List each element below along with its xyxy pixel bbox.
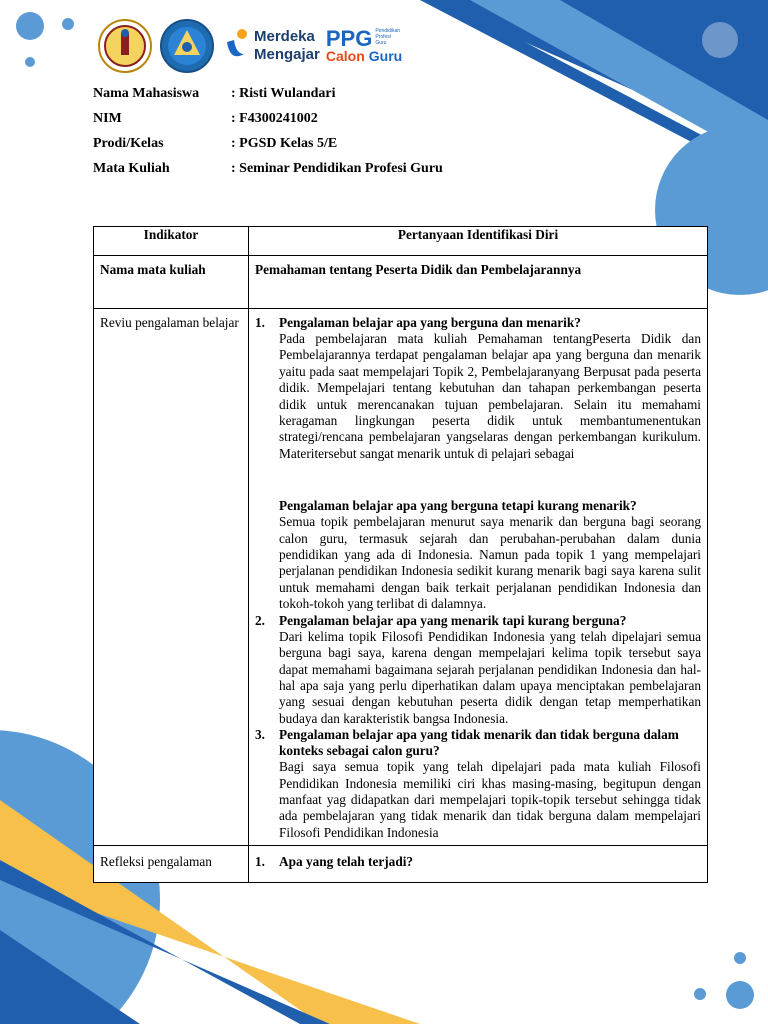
question-title: Pengalaman belajar apa yang tidak menarik dan tidak berguna dalam konteks sebagai calon guru? [279, 727, 679, 759]
info-label: Prodi/Kelas [93, 136, 164, 151]
merdeka-mengajar-brand [224, 26, 402, 66]
info-value: : F4300241002 [231, 111, 318, 126]
question-item [255, 315, 701, 462]
table-header-row [94, 227, 708, 256]
info-label: Nama Mahasiswa [93, 86, 200, 101]
self-identification-table [93, 226, 708, 883]
info-row [93, 111, 443, 136]
calon-text: Calon [325, 48, 365, 64]
ppg-small-3: Guru [375, 40, 387, 46]
guru-text: Guru [368, 48, 403, 64]
question-number: 2. [255, 612, 265, 628]
ministry-education-seal-icon [160, 19, 214, 73]
student-info [93, 86, 443, 186]
merdeka-mengajar-logo-icon [224, 28, 250, 64]
reflection-content [249, 846, 708, 883]
header-logos [98, 18, 402, 74]
info-value: : Risti Wulandari [231, 86, 336, 101]
info-label: Mata Kuliah [93, 161, 170, 176]
brand-line2: Mengajar [254, 46, 320, 63]
review-content [249, 309, 708, 846]
table-row [94, 309, 708, 846]
question-number [255, 498, 279, 612]
question-item [255, 613, 701, 727]
info-row [93, 161, 443, 186]
reflection-number: 1. [255, 854, 265, 870]
question-title: Pengalaman belajar apa yang berguna tetapi kurang menarik? [279, 498, 637, 514]
question-title: Pengalaman belajar apa yang berguna dan menarik? [279, 315, 581, 330]
info-value: : Seminar Pendidikan Profesi Guru [231, 161, 443, 176]
question-item [255, 498, 701, 612]
brand-line1: Merdeka [254, 28, 315, 45]
ppg-small-1: Pendidikan [375, 28, 401, 34]
question-number: 3. [255, 727, 265, 743]
info-row [93, 136, 443, 161]
course-name: Pemahaman tentang Peserta Didik dan Pembelajarannya [249, 256, 708, 309]
info-label: NIM [93, 111, 122, 126]
question-answer: Bagi saya semua topik yang telah dipelajari pada mata kuliah Filosofi Pendidikan Indonesia memiliki ciri khas masing-masing, begitupun dengan manfaat yag didapatkan dari mempelajari topik-topik tersebut sehingga tidak ada pembelajaran yang tidak menarik dan tidak berguna dalam mempelajari Filosofi Pendidikan Indonesia [279, 759, 701, 840]
question-number: 1. [255, 315, 265, 330]
reflection-label: Refleksi pengalaman [94, 846, 249, 883]
university-seal-icon [98, 19, 152, 73]
ppg-small-2: Profesi [375, 34, 391, 40]
question-answer: Semua topik pembelajaran menurut saya menarik dan berguna bagi seorang calon guru, termasuk sejarah dan perubahan-perubahan dalam dunia pendidikan yang ada di Indonesia. Namun pada topik 1 yang mempelajari perjalanan pendidikan Indonesia sedikit kurang menarik bagi saya karena sulit untuk memahami dengan baik terkait perjalanan pendidikan Indonesia dan tokoh-tokoh yang terlibat di dalamnya. [279, 514, 701, 612]
header-indikator: Indikator [94, 227, 249, 256]
info-row [93, 86, 443, 111]
course-label: Nama mata kuliah [94, 256, 249, 309]
question-item [255, 727, 701, 841]
review-label: Reviu pengalaman belajar [94, 309, 249, 846]
info-value: : PGSD Kelas 5/E [231, 136, 338, 151]
reflection-question: Apa yang telah terjadi? [279, 854, 414, 870]
table-row [94, 256, 708, 309]
table-row [94, 846, 708, 883]
question-title: Pengalaman belajar apa yang menarik tapi kurang berguna? [279, 612, 627, 628]
ppg-logo-text: PPG [325, 26, 373, 51]
header-pertanyaan: Pertanyaan Identifikasi Diri [249, 227, 708, 256]
question-answer: Dari kelima topik Filosofi Pendidikan Indonesia yang telah dipelajari semua berguna bagi saya, karena dengan mempelajari kelima topik tersebut saya dapat memahami bagaimana sejarah perjalanan pendidikan Indonesia dan hal-hal apa saja yang perlu diperhatikan dalam upaya menciptakan pembelajaran yang sesuai dengan kebutuhan peserta didik dengan tetap memperhatikan budaya dan karakteristik bangsa Indonesia. [279, 628, 701, 726]
question-answer: Pada pembelajaran mata kuliah Pemahaman tentangPeserta Didik dan Pembelajarannya terdapat pengalaman belajar apa yang berguna dan menarik yaitu pada saat mempelajari Topik 2, Pembelajaranyang Berpusat pada peserta didik. Mempelajari tentang kebutuhan dan tahapan perkembangan peserta didik untuk merencanakan tujuan pembelajaran. Selain itu memahami keragaman lingkungan peserta didik untuk membantumenentukan strategi/rencana pembelajaran yangselaras dengan perkembangan kurikulum. Materitersebut sangat menarik untuk di pelajari sebagai [279, 331, 701, 461]
